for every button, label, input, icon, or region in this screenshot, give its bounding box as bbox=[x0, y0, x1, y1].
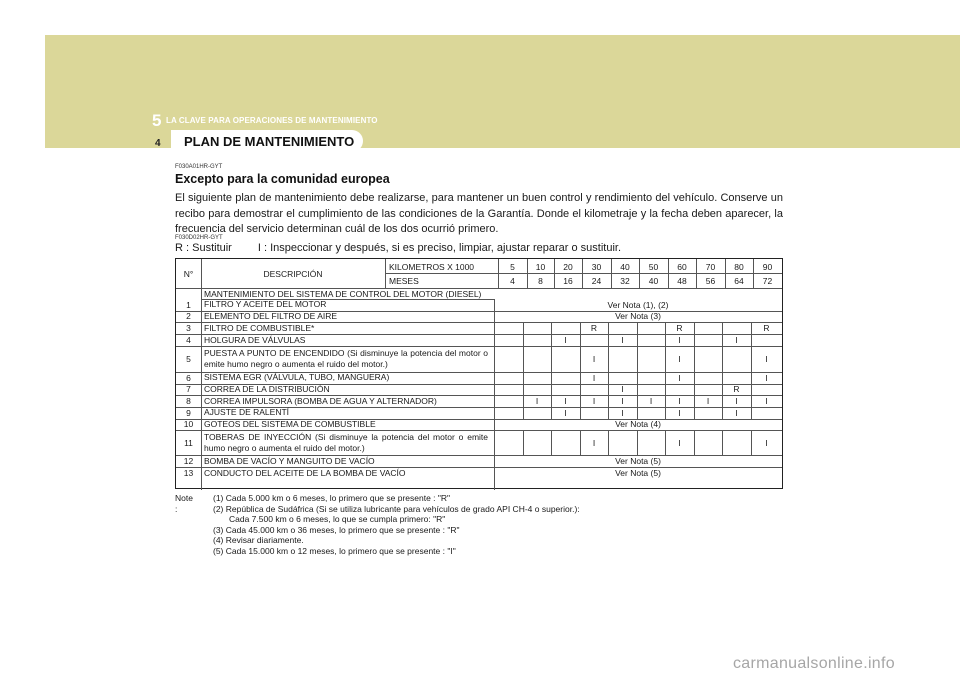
schedule-mark bbox=[494, 346, 523, 372]
km-value: 20 bbox=[563, 261, 573, 272]
schedule-mark bbox=[722, 430, 751, 455]
schedule-mark bbox=[523, 384, 551, 396]
row-number: 10 bbox=[183, 419, 194, 430]
schedule-mark: I bbox=[592, 396, 596, 406]
schedule-mark: I bbox=[765, 372, 768, 383]
intro-paragraph: El siguiente plan de mantenimiento debe realizarse, para mantener un buen control y rendimiento del vehículo. Conserve un recibo para demostrar el cumplimiento de las condiciones de la Garantía. Donde el kilometraje y la fecha deben aparecer, la frecuencia del servicio determinan cuál de los dos ocurrió primero. bbox=[175, 192, 783, 235]
month-value: 4 bbox=[510, 275, 515, 286]
row-number: 6 bbox=[186, 372, 191, 383]
row-number: 7 bbox=[186, 384, 191, 395]
schedule-mark bbox=[580, 407, 608, 419]
schedule-mark: I bbox=[592, 354, 596, 364]
doc-code-2: F030D02HR-GYT bbox=[175, 235, 223, 241]
legend-replace: R : Sustituir bbox=[175, 242, 232, 254]
doc-code-1: F030A01HR-GYT bbox=[175, 164, 223, 170]
watermark: carmanualsonline.info bbox=[733, 655, 895, 672]
month-value: 24 bbox=[591, 275, 602, 286]
legend-inspect: I : Inspeccionar y después, si es preciso, limpiar, ajustar reparar o sustituir. bbox=[257, 242, 622, 254]
row-description: CORREA DE LA DISTRIBUCIÓN bbox=[204, 383, 330, 394]
schedule-mark bbox=[494, 322, 523, 334]
table-grid-line bbox=[176, 288, 782, 289]
schedule-mark: I bbox=[735, 396, 738, 406]
schedule-mark bbox=[494, 395, 523, 407]
section-title: PLAN DE MANTENIMIENTO bbox=[184, 134, 355, 149]
row-description: CORREA IMPULSORA (BOMBA DE AGUA Y ALTERNADOR) bbox=[204, 395, 437, 406]
note-item: (1) Cada 5.000 km o 6 meses, lo primero que se presente : "R" bbox=[213, 493, 451, 503]
schedule-mark: I bbox=[706, 396, 710, 406]
schedule-mark bbox=[722, 346, 751, 372]
km-value: 30 bbox=[591, 261, 602, 272]
schedule-mark bbox=[580, 384, 608, 396]
schedule-mark bbox=[580, 334, 608, 346]
month-value: 64 bbox=[734, 275, 744, 286]
schedule-mark: I bbox=[649, 396, 653, 406]
month-value: 16 bbox=[563, 275, 573, 286]
row-note: Ver Nota (4) bbox=[615, 419, 661, 430]
km-value: 90 bbox=[762, 261, 773, 272]
schedule-mark: I bbox=[564, 407, 567, 418]
month-value: 40 bbox=[648, 275, 659, 286]
schedule-mark bbox=[722, 372, 751, 384]
km-value: 70 bbox=[705, 261, 716, 272]
section-row: MANTENIMIENTO DEL SISTEMA DE CONTROL DEL MOTOR (DIESEL) bbox=[204, 288, 482, 299]
km-value: 60 bbox=[677, 261, 687, 272]
schedule-mark: I bbox=[765, 437, 768, 448]
schedule-mark: I bbox=[621, 335, 624, 345]
table-grid-line bbox=[201, 259, 202, 288]
schedule-mark bbox=[637, 346, 665, 372]
notes-label: Note : bbox=[175, 493, 193, 514]
row-description: FILTRO DE COMBUSTIBLE* bbox=[204, 322, 315, 333]
row-number: 5 bbox=[186, 354, 191, 364]
row-note: Ver Nota (3) bbox=[615, 311, 661, 322]
header-no: N° bbox=[183, 268, 194, 279]
row-description: BOMBA DE VACÍO Y MANGUITO DE VACÍO bbox=[204, 455, 375, 466]
header-months-label: MESES bbox=[389, 275, 419, 286]
page-heading: Excepto para la comunidad europea bbox=[175, 172, 390, 186]
row-note: Ver Nota (5) bbox=[615, 456, 661, 466]
row-note: Ver Nota (5) bbox=[615, 468, 661, 478]
schedule-mark: R bbox=[733, 384, 740, 395]
schedule-mark: R bbox=[676, 323, 683, 333]
row-number: 9 bbox=[186, 407, 191, 418]
row-number: 12 bbox=[183, 456, 194, 466]
schedule-mark: I bbox=[735, 335, 738, 345]
page-number: 4 bbox=[155, 138, 161, 149]
schedule-mark: I bbox=[678, 354, 681, 364]
schedule-mark bbox=[523, 372, 551, 384]
schedule-mark bbox=[551, 322, 580, 334]
note-item: Cada 7.500 km o 6 meses, lo que se cumpla primero: "R" bbox=[229, 514, 446, 524]
schedule-mark bbox=[751, 407, 782, 419]
schedule-mark bbox=[751, 384, 782, 396]
schedule-mark bbox=[694, 346, 722, 372]
km-value: 80 bbox=[734, 261, 744, 272]
row-number: 3 bbox=[186, 323, 191, 333]
schedule-mark: I bbox=[765, 354, 768, 364]
km-value: 5 bbox=[510, 261, 515, 272]
schedule-mark: I bbox=[564, 335, 567, 345]
schedule-mark bbox=[494, 407, 523, 419]
schedule-mark bbox=[637, 407, 665, 419]
row-note: Ver Nota (1), (2) bbox=[607, 299, 669, 310]
schedule-mark bbox=[494, 384, 523, 396]
schedule-mark bbox=[751, 334, 782, 346]
schedule-mark bbox=[694, 322, 722, 334]
schedule-mark: I bbox=[678, 335, 681, 345]
km-value: 40 bbox=[620, 261, 630, 272]
schedule-mark bbox=[637, 322, 665, 334]
row-description: ELEMENTO DEL FILTRO DE AIRE bbox=[204, 310, 338, 321]
schedule-mark: R bbox=[763, 323, 770, 333]
schedule-mark bbox=[551, 346, 580, 372]
schedule-mark: R bbox=[590, 323, 598, 333]
schedule-mark: I bbox=[592, 437, 596, 448]
schedule-mark bbox=[637, 372, 665, 384]
row-description: HOLGURA DE VÁLVULAS bbox=[204, 334, 306, 345]
maintenance-table bbox=[175, 258, 783, 489]
schedule-mark bbox=[694, 334, 722, 346]
schedule-mark bbox=[551, 430, 580, 455]
chapter-number: 5 bbox=[152, 111, 162, 130]
schedule-mark: I bbox=[765, 396, 768, 406]
schedule-mark: I bbox=[621, 407, 624, 418]
schedule-mark bbox=[722, 322, 751, 334]
schedule-mark: I bbox=[592, 372, 596, 383]
schedule-mark bbox=[523, 407, 551, 419]
schedule-mark: I bbox=[678, 437, 681, 448]
note-item: (5) Cada 15.000 km o 12 meses, lo primero que se presente : "I" bbox=[213, 545, 456, 556]
row-number: 2 bbox=[186, 311, 191, 322]
header-description: DESCRIPCIÓN bbox=[263, 268, 323, 279]
row-description: CONDUCTO DEL ACEITE DE LA BOMBA DE VACÍO bbox=[204, 467, 406, 478]
schedule-mark bbox=[694, 372, 722, 384]
schedule-mark bbox=[665, 384, 694, 396]
schedule-mark bbox=[494, 372, 523, 384]
schedule-mark bbox=[637, 384, 665, 396]
schedule-mark bbox=[694, 384, 722, 396]
schedule-mark bbox=[608, 346, 637, 372]
schedule-mark bbox=[694, 407, 722, 419]
row-description: PUESTA A PUNTO DE ENCENDIDO (Si disminuye la potencia del motor o emite humo negro o aumenta el ruido del motor.) bbox=[204, 348, 488, 369]
row-number: 8 bbox=[186, 396, 191, 406]
schedule-mark bbox=[523, 334, 551, 346]
chapter-title: LA CLAVE PARA OPERACIONES DE MANTENIMIENTO bbox=[166, 116, 378, 125]
legend bbox=[175, 242, 647, 254]
month-value: 8 bbox=[538, 275, 543, 286]
month-value: 56 bbox=[705, 275, 716, 286]
month-value: 48 bbox=[677, 275, 687, 286]
schedule-mark: I bbox=[735, 407, 738, 418]
km-value: 10 bbox=[535, 261, 546, 272]
row-description: AJUSTE DE RALENTÍ bbox=[204, 407, 290, 418]
schedule-mark bbox=[523, 322, 551, 334]
month-value: 72 bbox=[762, 275, 773, 286]
header-km-label: KILOMETROS X 1000 bbox=[389, 261, 475, 272]
schedule-mark bbox=[551, 372, 580, 384]
row-description: TOBERAS DE INYECCIÓN (Si disminuye la potencia del motor o emite humo negro o aumenta el ruido del motor.) bbox=[204, 431, 488, 453]
row-number: 11 bbox=[184, 437, 193, 448]
km-value: 50 bbox=[648, 261, 659, 272]
schedule-mark bbox=[608, 322, 637, 334]
schedule-mark bbox=[608, 372, 637, 384]
note-item: (2) República de Sudáfrica (Si se utiliza lubricante para vehículos de grado API CH-4 o superior.): bbox=[213, 503, 580, 514]
row-number: 4 bbox=[186, 335, 191, 345]
row-description: GOTEOS DEL SISTEMA DE COMBUSTIBLE bbox=[204, 418, 376, 429]
schedule-mark: I bbox=[621, 384, 624, 395]
schedule-mark: I bbox=[535, 396, 539, 406]
schedule-mark: I bbox=[678, 372, 681, 383]
row-description: FILTRO Y ACEITE DEL MOTOR bbox=[204, 299, 327, 310]
schedule-mark bbox=[637, 430, 665, 455]
row-description: SISTEMA EGR (VÁLVULA, TUBO, MANGUERA) bbox=[204, 372, 390, 383]
schedule-mark bbox=[694, 430, 722, 455]
row-number: 1 bbox=[186, 299, 191, 310]
month-value: 32 bbox=[620, 275, 630, 286]
schedule-mark: I bbox=[621, 396, 624, 406]
schedule-mark bbox=[523, 430, 551, 455]
schedule-mark bbox=[637, 334, 665, 346]
note-item: (4) Revisar diariamente. bbox=[213, 535, 304, 545]
row-number: 13 bbox=[183, 468, 194, 478]
note-item: (3) Cada 45.000 km o 36 meses, lo primero que se presente : "R" bbox=[213, 524, 460, 535]
schedule-mark bbox=[494, 430, 523, 455]
schedule-mark bbox=[551, 384, 580, 396]
schedule-mark bbox=[494, 334, 523, 346]
schedule-mark: I bbox=[678, 396, 681, 406]
schedule-mark: I bbox=[678, 407, 681, 418]
schedule-mark bbox=[523, 346, 551, 372]
schedule-mark bbox=[608, 430, 637, 455]
schedule-mark: I bbox=[564, 396, 567, 406]
